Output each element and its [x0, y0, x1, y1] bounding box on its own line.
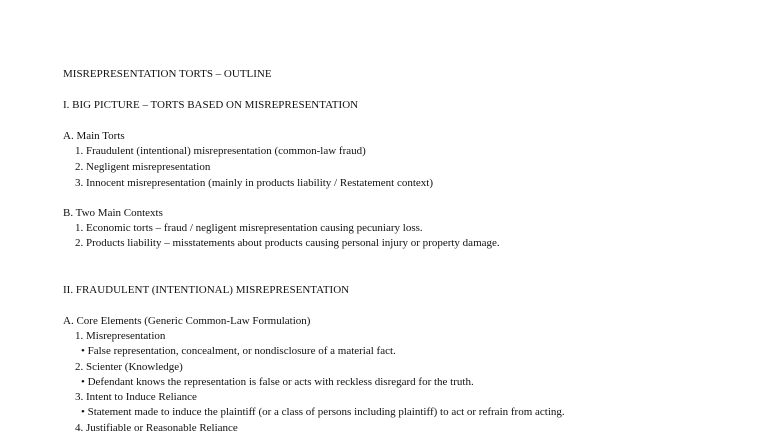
element-label: 3. Intent to Induce Reliance: [75, 391, 197, 403]
element-detail: • False representation, concealment, or nondisclosure of a material fact.: [81, 345, 396, 357]
section-2-heading: II. FRAUDULENT (INTENTIONAL) MISREPRESENTATION: [63, 284, 350, 296]
element-label: 1. Misrepresentation: [75, 330, 166, 342]
list-item: 2. Products liability – misstatements about products causing personal injury or property damage.: [75, 237, 500, 249]
list-item: 1. Fraudulent (intentional) misrepresentation (common-law fraud): [75, 145, 366, 157]
list-item: 3. Innocent misrepresentation (mainly in products liability / Restatement context): [75, 177, 434, 189]
element-label: 4. Justifiable or Reasonable Reliance: [75, 422, 238, 434]
section-1a-heading: A. Main Torts: [63, 130, 125, 142]
section-1b-heading: B. Two Main Contexts: [63, 207, 163, 219]
section-2a-heading: A. Core Elements (Generic Common-Law Formulation): [63, 315, 311, 327]
list-item: 2. Negligent misrepresentation: [75, 161, 211, 173]
list-item: 1. Economic torts – fraud / negligent misrepresentation causing pecuniary loss.: [75, 222, 423, 234]
document-title: MISREPRESENTATION TORTS – OUTLINE: [63, 68, 272, 80]
element-label: 2. Scienter (Knowledge): [75, 361, 183, 373]
element-detail: • Defendant knows the representation is false or acts with reckless disregard for the truth.: [81, 376, 474, 388]
section-1-heading: I. BIG PICTURE – TORTS BASED ON MISREPRESENTATION: [63, 99, 359, 111]
element-detail: • Statement made to induce the plaintiff (or a class of persons including plaintiff) to act or refrain from acting.: [81, 406, 565, 418]
